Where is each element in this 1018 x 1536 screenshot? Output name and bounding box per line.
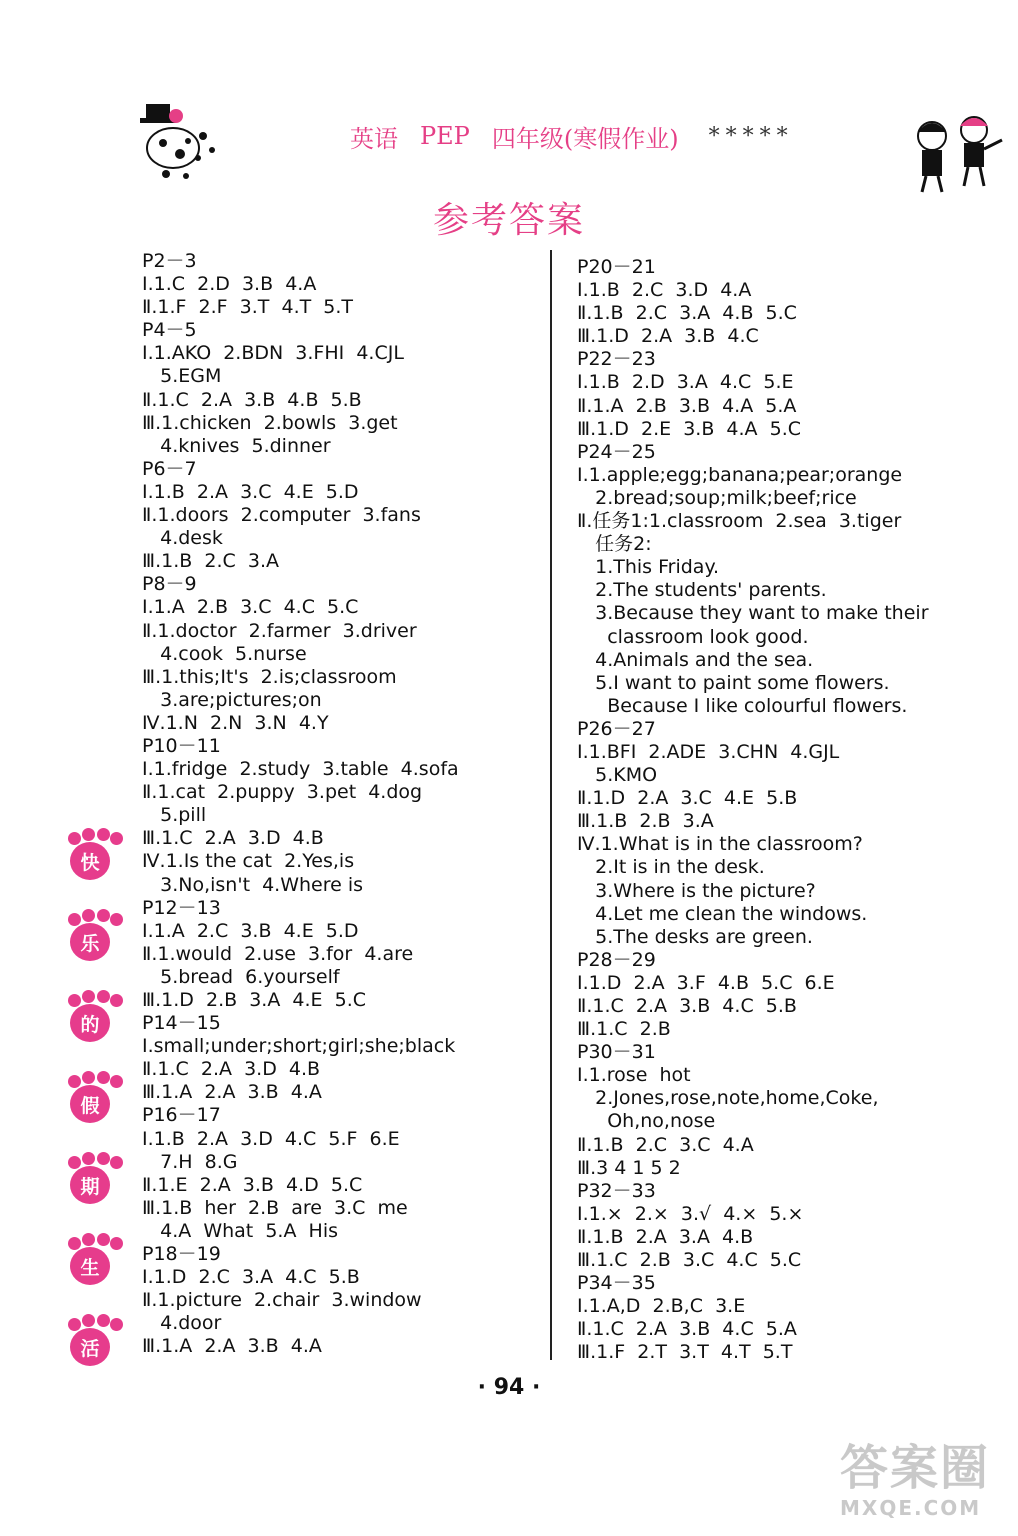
answer-line: 4.knives 5.dinner [142,434,331,457]
answer-line: Ⅰ.1.A 2.C 3.B 4.E 5.D [142,919,359,942]
subject-label: 英语 [350,124,398,153]
answer-line: Ⅰ.1.B 2.D 3.A 4.C 5.E [577,371,794,394]
paw-print-icon [62,1314,118,1370]
answer-line: Ⅲ.1.chicken 2.bowls 3.get [142,411,398,434]
answer-line: 5.The desks are green. [577,925,813,948]
answers-right-column [577,256,997,1365]
watermark-url: MXQE.COM [840,1496,982,1520]
answer-line: Ⅱ.1.C 2.A 3.B 4.C 5.A [577,1318,797,1341]
answer-line: 4.Animals and the sea. [577,648,814,671]
answer-line: Ⅱ.1.C 2.A 3.B 4.C 5.B [577,995,797,1017]
star-rating: ***** [708,123,794,149]
answer-line: Ⅰ.1.B 2.A 3.C 4.E 5.D [142,480,359,503]
answer-line: 7.H 8.G [142,1150,238,1173]
answer-line: Ⅲ.1.B 2.C 3.A [142,550,279,573]
side-paw-decoration [62,828,122,1395]
paw-label: 的 [70,1004,110,1042]
answer-line: Ⅰ.1.rose hot [577,1064,691,1087]
answer-line: Ⅲ.1.A 2.A 3.B 4.A [142,1081,322,1104]
paw-print-icon [62,1152,118,1208]
paw-toe [68,832,81,845]
answer-line: Ⅱ.1.B 2.C 3.C 4.A [577,1133,754,1156]
paw-toe [82,1233,95,1246]
paw-toe [110,913,123,926]
answer-line: Ⅰ.1.× 2.× 3.√ 4.× 5.× [577,1202,804,1225]
answer-line: 3.Because they want to make their [577,602,929,625]
answer-line: 1.This Friday. [577,556,720,579]
paw-toe [82,828,95,841]
answer-line: Ⅱ.1.B 2.A 3.A 4.B [577,1225,754,1248]
paw-toe [97,990,110,1003]
answer-line: 4.Let me clean the windows. [577,902,868,925]
watermark-logo-text: 答案圈 [840,1440,991,1496]
paw-toe [97,828,110,841]
answer-line: 3.Where is the picture? [577,879,816,902]
answer-line: 5.bread 6.yourself [142,965,340,988]
answer-line: Ⅰ.1.BFI 2.ADE 3.CHN 4.GJL [577,740,840,763]
paw-label: 期 [70,1166,110,1204]
answer-line: 2.bread;soup;milk;beef;rice [577,486,857,509]
paw-toe [110,994,123,1007]
answer-line: Ⅲ.1.this;It's 2.is;classroom [142,665,397,688]
paw-label: 假 [70,1085,110,1123]
page-range-heading: P18－19 [142,1243,221,1266]
paw-print-icon [62,1071,118,1127]
answer-line: Ⅲ.1.C 2.A 3.D 4.B [142,827,324,850]
page-range-heading: P12－13 [142,896,221,919]
answer-line: 任务2: [577,533,652,556]
page-range-heading: P4－5 [142,319,197,342]
answer-line: Ⅳ.1.What is in the classroom? [577,833,863,856]
answer-line: 2.The students' parents. [577,579,827,602]
paw-toe [68,913,81,926]
page-range-heading: P10－11 [142,734,221,757]
paw-toe [110,1237,123,1250]
answer-line: 5.EGM [142,365,222,388]
answer-line: Ⅰ.1.apple;egg;banana;pear;orange [577,463,903,486]
answer-line: 4.cook 5.nurse [142,642,307,665]
answer-line: Ⅱ.1.cat 2.puppy 3.pet 4.dog [142,781,423,804]
answer-line: Ⅲ.1.C 2.B 3.C 4.C 5.C [577,1249,802,1272]
page-number: · 94 · [477,1375,541,1400]
answer-line: Ⅲ.1.B her 2.B are 3.C me [142,1196,408,1219]
paw-toe [82,1314,95,1327]
paw-toe [82,1071,95,1084]
paw-print-icon [62,828,118,884]
answer-line: Ⅱ.1.A 2.B 3.B 4.A 5.A [577,394,797,417]
page-range-heading: P20－21 [577,256,656,278]
cartoon-kids-icon [900,104,1010,196]
answer-line: Ⅱ.1.C 2.A 3.B 4.B 5.B [142,388,362,411]
answer-line: Ⅰ.1.A,D 2.B,C 3.E [577,1295,746,1318]
paw-toe [97,1314,110,1327]
paw-print-icon [62,990,118,1046]
paw-label: 乐 [70,923,110,961]
answer-line: Ⅲ.1.D 2.E 3.B 4.A 5.C [577,417,802,440]
answer-line: Ⅱ.1.would 2.use 3.for 4.are [142,942,414,965]
paw-label: 快 [70,842,110,880]
answer-line: Ⅰ.1.B 2.A 3.D 4.C 5.F 6.E [142,1127,400,1150]
page-range-heading: P6－7 [142,457,197,480]
page-range-heading: P34－35 [577,1272,656,1295]
answer-line: 5.KMO [577,764,658,787]
answer-line: Ⅲ.1.D 2.B 3.A 4.E 5.C [142,989,367,1011]
answer-line: Ⅱ.1.C 2.A 3.D 4.B [142,1058,321,1081]
answer-line: 2.It is in the desk. [577,856,765,879]
paw-toe [97,1152,110,1165]
answer-line: Oh,no,nose [577,1110,716,1133]
paw-toe [110,832,123,845]
page-range-heading: P28－29 [577,948,656,971]
paw-label: 活 [70,1328,110,1366]
watermark [840,1440,1010,1530]
paw-toe [110,1075,123,1088]
page-range-heading: P32－33 [577,1179,656,1202]
paw-print-icon [62,1233,118,1289]
page-range-heading: P24－25 [577,440,656,463]
answer-line: 2.Jones,rose,note,home,Coke, [577,1087,879,1110]
paw-toe [82,909,95,922]
answer-line: Ⅰ.small;under;short;girl;she;black [142,1035,456,1058]
answer-line: Because I like colourful flowers. [577,694,908,717]
answer-line: 4.door [142,1312,222,1335]
paw-toe [82,1152,95,1165]
dalmatian-puppy-icon [128,96,228,186]
answer-line: classroom look good. [577,625,809,648]
answers-left-column [142,250,537,1359]
answer-line: Ⅱ.1.picture 2.chair 3.window [142,1289,422,1312]
grade-label: 四年级(寒假作业) [491,124,679,153]
answer-line: Ⅱ.1.D 2.A 3.C 4.E 5.B [577,787,798,810]
paw-toe [82,990,95,1003]
answer-line: 3.No,isn't 4.Where is [142,873,364,896]
answer-line: Ⅰ.1.B 2.C 3.D 4.A [577,279,752,302]
paw-toe [68,1075,81,1088]
answer-line: Ⅱ.1.doors 2.computer 3.fans [142,504,421,527]
answer-line: Ⅱ.1.E 2.A 3.B 4.D 5.C [142,1173,363,1196]
page-range-heading: P2－3 [142,250,197,272]
answer-line: Ⅲ.1.F 2.T 3.T 4.T 5.T [577,1341,793,1364]
page-range-heading: P16－17 [142,1104,221,1127]
paw-toe [97,1071,110,1084]
answer-line: Ⅲ.1.D 2.A 3.B 4.C [577,325,759,348]
page-range-heading: P22－23 [577,348,656,371]
answer-line: Ⅱ.任务1:1.classroom 2.sea 3.tiger [577,510,902,533]
paw-label: 生 [70,1247,110,1285]
answer-line: Ⅱ.1.F 2.F 3.T 4.T 5.T [142,296,354,319]
paw-toe [68,994,81,1007]
answer-line: Ⅱ.1.doctor 2.farmer 3.driver [142,619,417,642]
answer-line: Ⅲ.1.B 2.B 3.A [577,810,714,833]
answer-line: 5.I want to paint some flowers. [577,671,890,694]
paw-toe [110,1156,123,1169]
answer-line: 5.pill [142,804,207,827]
paw-toe [68,1156,81,1169]
page-range-heading: P14－15 [142,1012,221,1035]
answer-line: Ⅰ.1.C 2.D 3.B 4.A [142,273,317,296]
paw-print-icon [62,909,118,965]
page-range-heading: P8－9 [142,573,197,596]
answer-line: Ⅲ.1.C 2.B [577,1018,671,1041]
paw-toe [68,1318,81,1331]
answer-line: Ⅰ.1.AKO 2.BDN 3.FHI 4.CJL [142,342,404,365]
paw-toe [97,1233,110,1246]
answer-line: Ⅲ.3 4 1 5 2 [577,1156,681,1179]
page-header [0,88,1018,198]
answer-line: Ⅰ.1.D 2.C 3.A 4.C 5.B [142,1266,360,1289]
answer-line: Ⅳ.1.N 2.N 3.N 4.Y [142,711,329,734]
page-range-heading: P30－31 [577,1041,656,1064]
paw-toe [68,1237,81,1250]
answer-line: Ⅰ.1.A 2.B 3.C 4.C 5.C [142,596,359,619]
answer-line: Ⅲ.1.A 2.A 3.B 4.A [142,1335,322,1358]
header-title [350,116,794,156]
paw-toe [97,909,110,922]
answer-line: Ⅰ.1.fridge 2.study 3.table 4.sofa [142,758,459,781]
answer-line: 4.desk [142,527,223,550]
page-title: 参考答案 [432,200,585,241]
answer-line: 3.are;pictures;on [142,688,322,711]
answer-line: 4.A What 5.A His [142,1219,338,1242]
answer-line: Ⅳ.1.Is the cat 2.Yes,is [142,850,355,873]
answer-line: Ⅰ.1.D 2.A 3.F 4.B 5.C 6.E [577,971,835,994]
page-range-heading: P26－27 [577,717,656,740]
answer-line: Ⅱ.1.B 2.C 3.A 4.B 5.C [577,302,797,325]
edition-label: PEP [420,122,470,150]
paw-toe [110,1318,123,1331]
column-divider [550,250,552,1360]
